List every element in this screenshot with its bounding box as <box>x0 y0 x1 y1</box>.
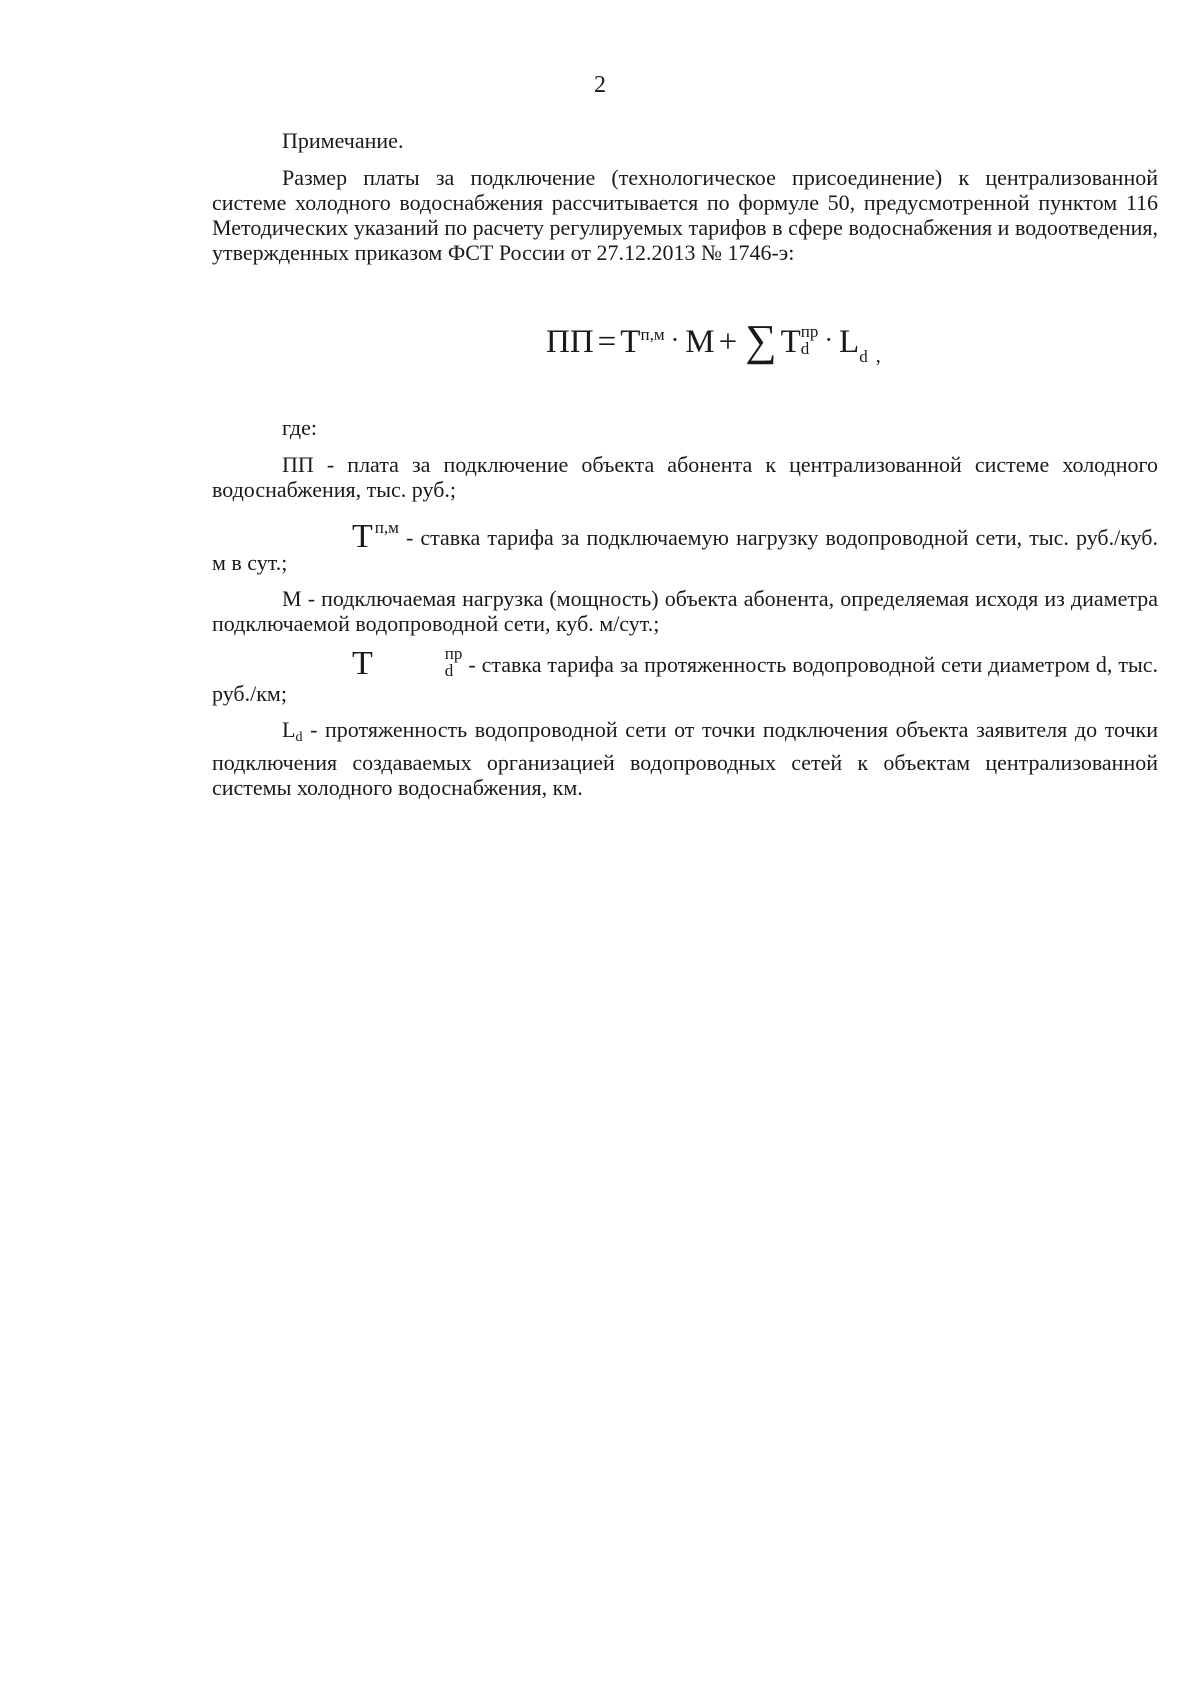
tpm-symbol-sup: п,м <box>374 518 399 537</box>
tpr-symbol-indices <box>375 645 463 679</box>
formula-lhs: ПП <box>546 324 594 360</box>
definition-pp: ПП - плата за подключение объекта абонента к централизованной системе холодного водоснабжения, тыс. руб.; <box>212 452 1158 502</box>
formula-l-base: L <box>839 324 860 360</box>
intro-paragraph: Размер платы за подключение (технологическое присоединение) к централизованной системе холодного водоснабжения рассчитывается по формуле 50, предусмотренной пунктом 116 Методических указаний по расчету регулируемых тарифов в сфере водоснабжения и водоотведения, утвержденных приказом ФСТ России от 27.12.2013 № 1746-э: <box>212 165 1158 265</box>
formula-sigma: ∑ <box>745 316 777 365</box>
formula-dot-1: · <box>670 325 680 354</box>
formula-t2-base: Т <box>780 324 801 360</box>
formula-plus: + <box>718 324 738 360</box>
tpr-definition-text: - ставка тарифа за протяженность водопроводной сети диаметром d, тыс. руб./км; <box>212 651 1158 706</box>
formula-m: М <box>685 324 715 360</box>
tpm-definition-text: - ставка тарифа за подключаемую нагрузку водопроводной сети, тыс. руб./куб. м в сут.; <box>212 525 1158 575</box>
document-body <box>212 128 1158 811</box>
definition-m: М - подключаемая нагрузка (мощность) объекта абонента, определяемая исходя из диаметра подключаемой водопроводной сети, куб. м/сут.; <box>212 586 1158 636</box>
tpr-symbol-base: Т <box>352 644 373 682</box>
definition-tpr <box>212 644 1158 706</box>
definition-ld <box>212 717 1158 800</box>
tpm-symbol-base: Т <box>352 518 373 555</box>
formula-trailing-comma: , <box>875 345 881 367</box>
note-title: Примечание. <box>282 128 404 153</box>
where-label: где: <box>282 415 317 440</box>
tpr-symbol-sup: пр <box>444 644 463 663</box>
formula-t2-indices <box>801 323 819 357</box>
tpr-symbol <box>282 644 463 683</box>
formula-t1-base: Т <box>620 324 641 360</box>
formula-t1-sup: п,м <box>640 325 665 344</box>
page-number: 2 <box>594 72 606 98</box>
formula-t2-sub: d <box>800 339 810 359</box>
formula-t2-sup: пр <box>800 322 819 342</box>
definition-tpm <box>212 513 1158 575</box>
formula-dot-2: · <box>824 325 834 354</box>
ld-definition-text: - протяженность водопроводной сети от точки подключения объекта заявителя до точки подключения создаваемых организацией водопроводных сетей к объектам централизованной системы холодного водоснабжения, км. <box>212 717 1158 800</box>
tpm-symbol <box>282 515 399 555</box>
ld-symbol-sub: d <box>295 730 303 745</box>
formula-l-sub: d <box>859 347 868 366</box>
payment-formula <box>212 305 1158 387</box>
formula-equals: = <box>597 324 617 360</box>
tpr-symbol-sub: d <box>444 661 454 680</box>
ld-symbol-base: L <box>282 717 296 742</box>
